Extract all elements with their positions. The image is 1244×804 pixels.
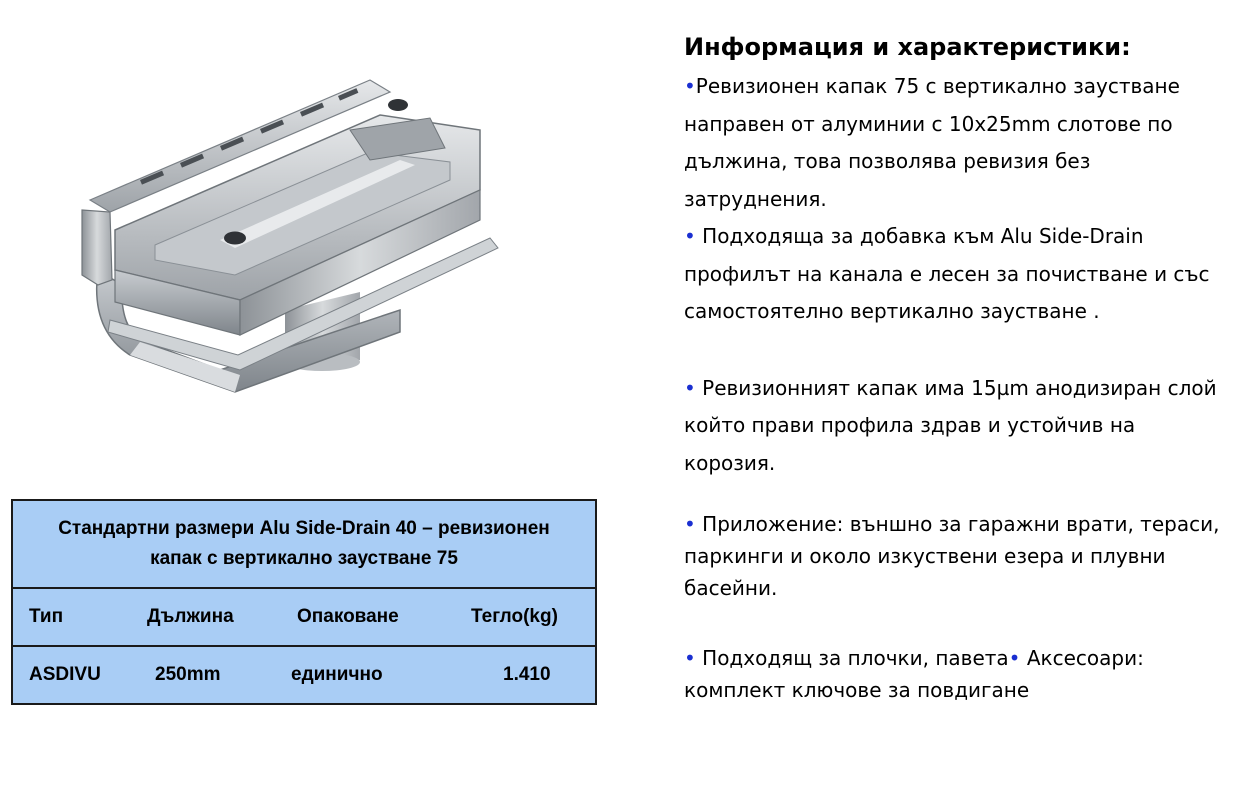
cell-length: 250mm: [155, 664, 221, 685]
feature-paragraph-4: [684, 508, 1224, 604]
spec-table-title: Стандартни размери Alu Side-Drain 40 – ревизионен капак с вертикално заустване 75: [12, 500, 596, 588]
feature-text-4: Приложение: външно за гаражни врати, тераси, паркинги и около изкуствени езера и плувни басейни.: [684, 512, 1220, 600]
bullet-icon: •: [684, 646, 696, 670]
product-image: [70, 70, 510, 410]
spec-table-data-row: [12, 646, 596, 704]
feature-text-5b: Аксесоари: комплект ключове за повдигане: [684, 646, 1144, 702]
bullet-icon: •: [684, 375, 696, 400]
spec-table-header-row: [12, 588, 596, 646]
info-section: [684, 30, 1224, 706]
aluminium-drain-channel-icon: [70, 70, 510, 410]
feature-paragraph-3: [684, 370, 1224, 483]
info-title: Информация и характеристики:: [684, 33, 1131, 61]
header-packaging: Опаковане: [297, 606, 399, 627]
header-type: Тип: [29, 606, 64, 627]
cell-packaging: единично: [291, 664, 383, 685]
feature-text-2: Подходяща за добавка към Alu Side-Drain профилът на канала е лесен за почистване и със самостоятелно вертикално заустване .: [684, 224, 1210, 323]
feature-paragraph-5: [684, 642, 1224, 706]
feature-text-1: Ревизионен капак 75 с вертикално заустване направен от алуминии с 10x25mm слотове по дължина, това позволява ревизия без затруднения.: [684, 74, 1180, 211]
header-length: Дължина: [147, 606, 234, 627]
feature-text-3: Ревизионният капак има 15µm анодизиран слой който прави профила здрав и устойчив на корозия.: [684, 375, 1217, 475]
bullet-icon: •: [684, 224, 696, 248]
header-weight: Тегло(kg): [471, 606, 558, 627]
bullet-icon: •: [684, 512, 696, 536]
spec-table: [11, 499, 597, 705]
bullet-icon: •: [684, 74, 696, 98]
feature-paragraph-1: [684, 68, 1224, 218]
feature-paragraph-2: [684, 218, 1224, 331]
cell-type: ASDIVU: [29, 664, 101, 685]
feature-text-5a: Подходящ за плочки, павета: [702, 646, 1009, 670]
bullet-icon: •: [1008, 646, 1021, 670]
cell-weight: 1.410: [503, 664, 551, 685]
